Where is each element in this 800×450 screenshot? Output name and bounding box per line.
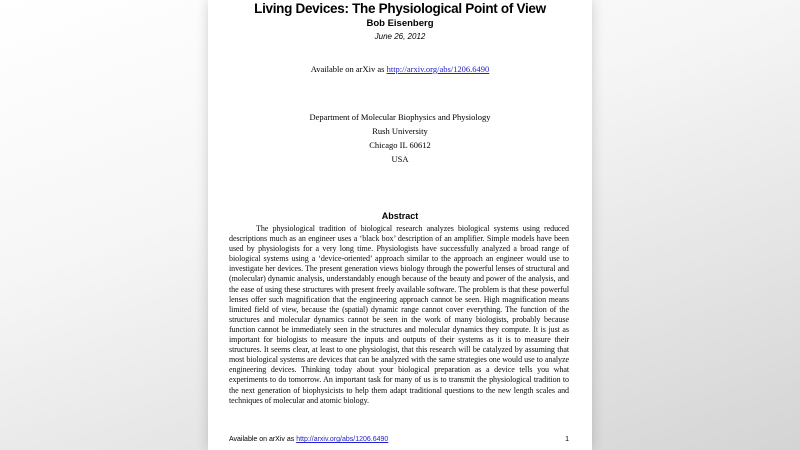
abstract-text: The physiological tradition of biological research analyzes biological systems using reduced descriptions much as an engineer uses a ‘black box’ description of an amplifier. Simple models have been used by physiologists for a very long time. Physiologists have successfully analyzed a broad range of biological systems using a ‘device-oriented’ approach similar to the approach an engineer would use to investigate her devices. The present generation views biology through the powerful lenses of structural and (molecular) dynamic analysis, understandably enough because of the beauty and power of the analysis, and the ease of using these structures with present freely available software. The problem is that these powerful lenses offer such magnification that the engineering approach cannot be seen. High magnification means limited field of view, because the (spatial) dynamic range cannot cover everything. The function of the structures and molecular dynamics cannot be seen in the work of many biologists, probably because function cannot be immediately seen in the structures and molecular dynamics they compute. It is just as important for biologists to measure the inputs and outputs of their systems as it is to measure their structures. It seems clear, at least to one physiologist, that this research will be catalyzed by assuming that most biological systems are devices that can be analyzed with the same strategies one would use to analyze engineering devices. Thinking today about your biological preparation as a device tells you what experiments to do tomorrow. An important task for many of us is to transmit the physiological tradition to the next generation of biophysicists to help them adapt traditional questions to the new length scales and techniques of molecular and atomic biology. [229,224,569,405]
availability-prefix: Available on arXiv as [310,64,387,74]
page-number: 1 [565,436,569,443]
affiliation-city: Chicago IL 60612 [369,140,431,150]
paper-page-content [208,0,592,450]
paper-title: Living Devices: The Physiological Point of View [254,1,546,16]
availability-line [208,64,592,74]
page-footer [229,436,569,443]
affiliation-university: Rush University [372,126,428,136]
footer-availability [229,436,388,443]
paper-date: June 26, 2012 [374,32,426,41]
affiliation-department: Department of Molecular Biophysics and Physiology [309,112,491,122]
paper-author: Bob Eisenberg [366,18,434,29]
affiliation-block [208,110,592,166]
arxiv-link[interactable]: http://arxiv.org/abs/1206.6490 [386,64,490,74]
footer-availability-prefix: Available on arXiv as [229,436,297,443]
affiliation-country: USA [391,154,409,164]
paper-page [208,0,592,450]
abstract-heading: Abstract [381,211,419,221]
footer-arxiv-link[interactable]: http://arxiv.org/abs/1206.6490 [296,436,389,443]
